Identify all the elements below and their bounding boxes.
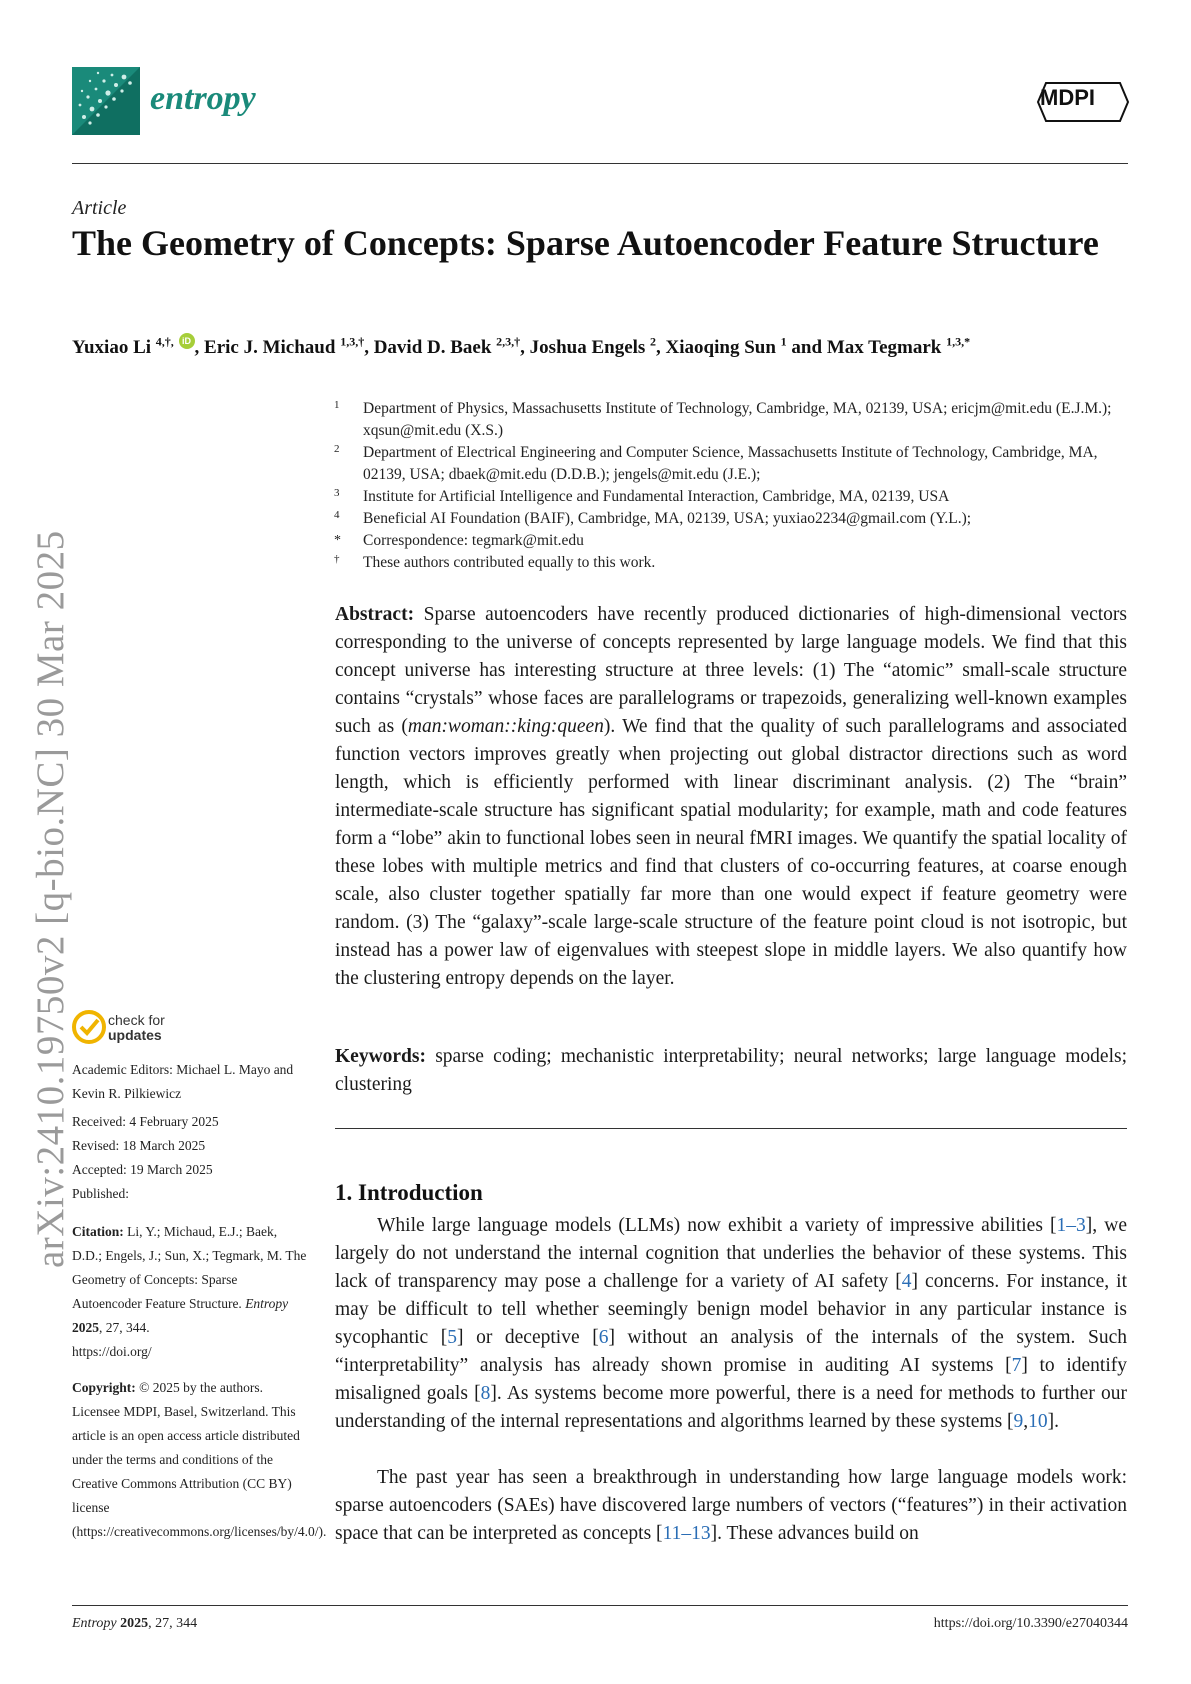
citation-link[interactable]: 13 <box>691 1523 711 1544</box>
journal-logo[interactable] <box>72 67 140 135</box>
author-name: Max Tegmark <box>826 337 942 358</box>
citation-link[interactable]: 6 <box>598 1327 609 1348</box>
author-affiliation-marks: 1,3,* <box>946 334 971 349</box>
footer-divider <box>72 1605 1128 1606</box>
affiliation-correspondence: * Correspondence: tegmark@mit.edu <box>334 532 584 549</box>
affiliation-1: 1 Department of Physics, Massachusetts Institute of Technology, Cambridge, MA, 02139, USA; ericjm@mit.edu (E.J.M.); xqsun@mit.edu (X.S.) <box>334 399 1112 439</box>
citation-link[interactable]: 5 <box>447 1327 457 1348</box>
affiliation-3: 3 Institute for Artificial Intelligence and Fundamental Interaction, Cambridge, MA, 02139, USA <box>334 487 950 505</box>
citation-block: Citation: Li, Y.; Michaud, E.J.; Baek, D.D.; Engels, J.; Sun, X.; Tegmark, M. The Geometry of Concepts: Sparse Autoencoder Feature Structure. Entropy 2025, 27, 344. https://doi.org/ <box>72 1220 307 1364</box>
citation-link[interactable]: 1 <box>1056 1215 1067 1236</box>
author-affiliation-marks: 2 <box>650 334 657 349</box>
accepted-date: Accepted: 19 March 2025 <box>72 1162 213 1177</box>
citation-link[interactable]: 3 <box>1076 1215 1086 1236</box>
paragraph: While large language models (LLMs) now exhibit a variety of impressive abilities [1–3], we largely do not understand the internal cognition that underlies the behavior of these systems. This lack of transparency may pose a challenge for a variety of AI safety [4] concerns. For instance, it may be difficult to tell whether seemingly benign model behavior in any particular instance is sycophantic [5] or deceptive [6] without an analysis of the internals of the system. Such “interpretability” analysis has already shown promise in auditing AI systems [7] to identify misaligned goals [8]. As systems become more powerful, there is a need for methods to further our understanding of the internal representations and algorithms learned by these systems [9,10]. <box>335 1215 1127 1432</box>
publication-dates <box>72 1110 307 1206</box>
author-name: Joshua Engels <box>529 337 646 358</box>
revised-date: Revised: 18 March 2025 <box>72 1138 206 1153</box>
author-name: Xiaoqing Sun <box>665 337 776 358</box>
citation-doi-link[interactable]: https://doi.org/ <box>72 1344 152 1359</box>
citation-link[interactable]: 10 <box>1028 1411 1048 1432</box>
copyright-block: Copyright: © 2025 by the authors. Licensee MDPI, Basel, Switzerland. This article is an open access article distributed under the terms and conditions of the Creative Commons Attribution (CC BY) license (https://creativecommons.org/licenses/by/4.0/). <box>72 1380 327 1539</box>
author-list: Yuxiao Li $^{4,\dagger,}$ iD , Eric J. Michaud $^{1,3,\dagger}$, David D. Baek $^{2,3,\dagger}$, Joshua Engels $^2$, Xiaoqing Sun $^1$ and Max Tegmark $^{1,3,*}$ <box>72 334 971 358</box>
author-name: David D. Baek <box>373 337 492 358</box>
orcid-icon[interactable]: iD <box>179 333 195 349</box>
citation-link[interactable]: 8 <box>480 1383 491 1404</box>
check-for-updates-icon[interactable] <box>72 1010 106 1044</box>
author-affiliation-marks: 2,3,† <box>496 334 521 349</box>
author-affiliation-marks: 4,†, <box>155 334 174 349</box>
header-divider <box>72 163 1128 164</box>
affiliation-2: 2 Department of Electrical Engineering and Computer Science, Massachusetts Institute of Technology, Cambridge, MA, 02139, USA; dbaek@mit.edu (D.D.B.); jengels@mit.edu (J.E.); <box>334 443 1098 483</box>
article-type: Article <box>72 197 127 219</box>
citation-link[interactable]: 11 <box>662 1523 682 1544</box>
keywords-label: Keywords: <box>335 1046 426 1067</box>
citation-link[interactable]: 9 <box>1013 1411 1024 1432</box>
journal-name[interactable]: entropy <box>150 80 256 117</box>
received-date: Received: 4 February 2025 <box>72 1114 219 1129</box>
academic-editors: Academic Editors: Michael L. Mayo and Kevin R. Pilkiewicz <box>72 1062 294 1101</box>
page-title: The Geometry of Concepts: Sparse Autoencoder Feature Structure <box>72 223 1099 263</box>
footer-citation: Entropy 2025, 27, 344 <box>72 1616 198 1631</box>
abstract-divider <box>335 1128 1127 1129</box>
affiliation-4: 4 Beneficial AI Foundation (BAIF), Cambridge, MA, 02139, USA; yuxiao2234@gmail.com (Y.L.); <box>334 509 972 527</box>
abstract-label: Abstract: <box>335 604 415 625</box>
journal-logo-graphic <box>72 67 140 135</box>
affiliation-equal-contribution: † These authors contributed equally to this work. <box>334 553 656 571</box>
citation-link[interactable]: 7 <box>1011 1355 1022 1376</box>
check-for-updates-label[interactable]: check for updates <box>108 1012 165 1043</box>
author-name: Yuxiao Li <box>72 337 152 358</box>
citation-link[interactable]: 4 <box>901 1271 912 1292</box>
section-heading: 1. Introduction <box>335 1180 483 1205</box>
arxiv-identifier[interactable]: arXiv:2410.19750v2 [q-bio.NC] 30 Mar 2025 <box>29 530 72 1268</box>
analogy-example: man:woman::king:queen <box>407 716 604 737</box>
abstract: Abstract: Sparse autoencoders have recently produced dictionaries of high-dimensional vectors corresponding to the universe of concepts represented by large language models. We find that this concept universe has interesting structure at three levels: (1) The “atomic” small-scale structure contains “crystals” whose faces are parallelograms or trapezoids, generalizing well-known examples such as (man:woman::king:queen). We find that the quality of such parallelograms and associated function vectors improves greatly when projecting out global distractor directions such as word length, which is efficiently performed with linear discriminant analysis. (2) The “brain” intermediate-scale structure has significant spatial modularity; for example, math and code features form a “lobe” akin to functional lobes seen in neural fMRI images. We quantify the spatial locality of these lobes with multiple metrics and find that clusters of co-occurring features, at coarse enough scale, also cluster together spatially far more than one would expect if feature geometry were random. (3) The “galaxy”-scale large-scale structure of the feature point cloud is not isotropic, but instead has a power law of eigenvalues with steepest slope in middle layers. We also quantify how the clustering entropy depends on the layer. <box>335 604 1128 989</box>
author-affiliation-marks: 1,3,† <box>340 334 365 349</box>
author-affiliation-marks: 1 <box>780 334 787 349</box>
footer-doi-link[interactable]: https://doi.org/10.3390/e27040344 <box>933 1616 1128 1631</box>
paragraph: The past year has seen a breakthrough in understanding how large language models work: sparse autoencoders (SAEs) have discovered large numbers of vectors (“features”) in their activation space that can be interpreted as concepts [11–13]. These advances build on <box>335 1467 1127 1544</box>
published-date: Published: <box>72 1186 130 1201</box>
author-name: Eric J. Michaud <box>204 337 336 358</box>
publisher-logo[interactable]: MDPI <box>1040 85 1095 110</box>
keywords: Keywords: sparse coding; mechanistic interpretability; neural networks; large language models; clustering <box>335 1046 1127 1095</box>
